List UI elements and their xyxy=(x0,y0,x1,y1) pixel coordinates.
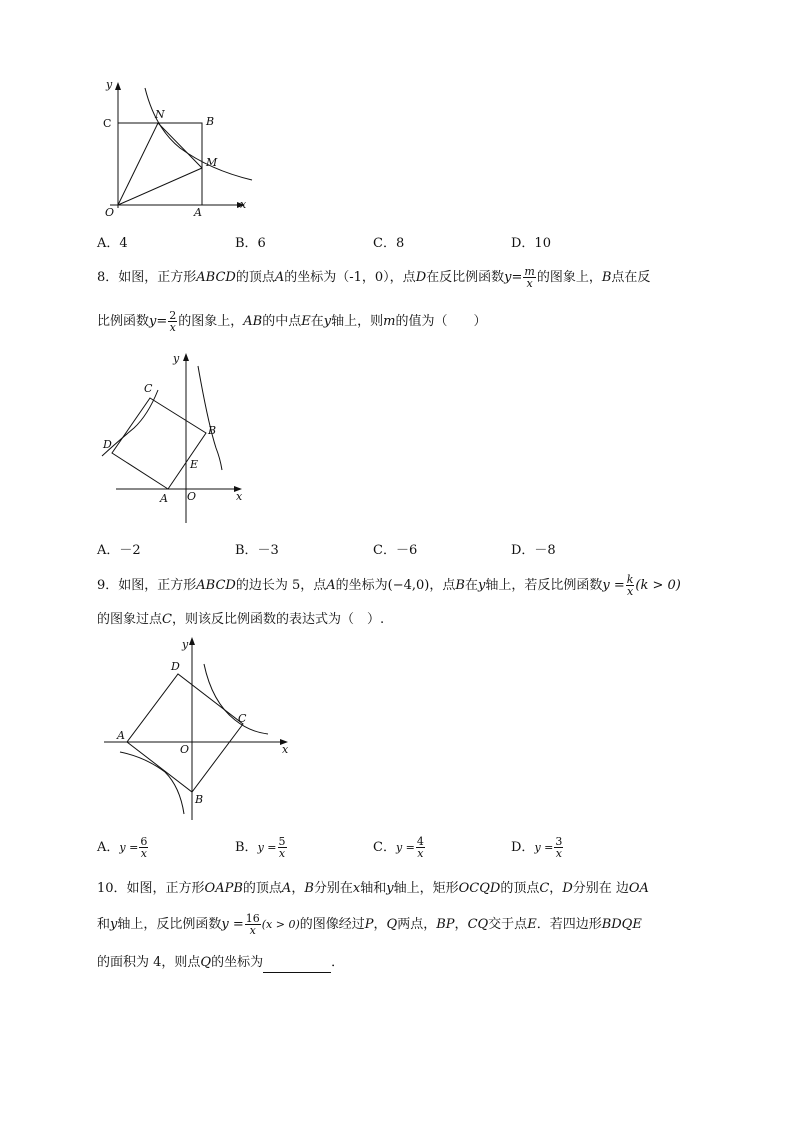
q10-text: 的顶点 xyxy=(500,881,540,896)
q9-text: ，点 xyxy=(429,578,456,593)
q10-text: BDQE xyxy=(601,917,642,932)
q9-option-label: A． xyxy=(97,840,120,855)
q10-text: 交于点 xyxy=(488,917,528,932)
q8-text: A xyxy=(274,270,285,285)
q10-text: y = xyxy=(221,917,244,932)
q8-text: 8．如图，正方形 xyxy=(97,270,197,285)
q9-option-fraction xyxy=(278,836,287,859)
q10-text: 的面积为 4，则点 xyxy=(97,955,201,970)
q9-label-D: D xyxy=(171,660,180,673)
q10-text: 分别在 边 xyxy=(572,881,629,896)
q10-text: 的顶点 xyxy=(242,881,282,896)
q8-label-O: O xyxy=(187,490,197,503)
q8-square xyxy=(112,398,206,489)
q8-line-1 xyxy=(97,266,650,289)
q7-label-A: A xyxy=(194,206,202,219)
q7-option-d[interactable]: D．10 xyxy=(511,236,551,251)
q8-text: y xyxy=(323,314,332,329)
q10-text: ， xyxy=(291,881,305,896)
q8-text: 的值为（ ） xyxy=(395,314,487,329)
q8-text: 的坐标为（-1，0），点 xyxy=(284,270,416,285)
q8-text: 在反比例函数 xyxy=(426,270,505,285)
q9-label-O: O xyxy=(180,743,190,756)
q9-condition: (k > 0) xyxy=(635,578,681,593)
q9-option-label: B． xyxy=(235,840,258,855)
q9-line-1 xyxy=(97,574,681,597)
q9-label-A: A xyxy=(117,729,125,742)
q9-option-lhs: y = xyxy=(119,841,139,854)
q7-label-C: C xyxy=(103,117,112,130)
q10-text: P xyxy=(364,917,374,932)
q8-label-B: B xyxy=(208,424,217,437)
q8-text: 的中点 xyxy=(262,314,302,329)
q8-text: 比例函数 xyxy=(97,314,150,329)
q9-option-d[interactable] xyxy=(511,836,564,859)
q8-frac-num: 2 xyxy=(169,309,177,322)
q9-fraction-k-over-x xyxy=(626,574,635,597)
q8-hyperbola-right xyxy=(198,366,222,470)
q9-text: 9．如图，正方形 xyxy=(97,578,197,593)
q9-option-num: 4 xyxy=(416,835,424,848)
q10-text: Q xyxy=(386,917,398,932)
q7-segment-ON xyxy=(118,123,158,205)
q10-text: 的图像经过 xyxy=(299,917,365,932)
q8-label-D: D xyxy=(103,438,112,451)
q10-text: 10．如图，正方形 xyxy=(97,881,205,896)
q9-option-den: x xyxy=(555,847,562,860)
q7-label-M: M xyxy=(206,156,218,169)
q10-answer-blank[interactable] xyxy=(263,958,331,973)
q9-option-den: x xyxy=(140,847,147,860)
q7-segment-NM xyxy=(158,123,202,168)
q9-hyperbola-q1 xyxy=(204,664,268,734)
q10-text: ． xyxy=(331,955,345,970)
q10-condition: (x > 0) xyxy=(261,918,300,931)
q9-option-a[interactable] xyxy=(97,836,149,859)
q9-figure xyxy=(100,632,300,822)
q10-text: 轴上，矩形 xyxy=(393,881,459,896)
q9-option-num: 3 xyxy=(555,835,563,848)
q8-text: 的图象上， xyxy=(536,270,602,285)
q8-label-E: E xyxy=(190,458,199,471)
q8-text: D xyxy=(415,270,427,285)
q10-line-1 xyxy=(97,879,649,899)
q9-text: C xyxy=(162,612,172,627)
q9-option-lhs: y = xyxy=(395,841,415,854)
q7-label-N: N xyxy=(155,108,165,121)
q9-option-num: 5 xyxy=(278,835,286,848)
q10-text: y xyxy=(110,917,118,932)
q9-label-B: B xyxy=(195,793,204,806)
q10-text: B xyxy=(304,881,314,896)
q9-option-fraction xyxy=(554,836,563,859)
q9-label-C: C xyxy=(238,712,247,725)
q10-line-2 xyxy=(97,913,642,936)
q8-text: 的顶点 xyxy=(235,270,275,285)
q10-fraction-16-over-x xyxy=(245,913,261,936)
q8-frac-den: x xyxy=(526,277,533,290)
q9-text: A xyxy=(326,578,336,593)
q8-fraction-2-over-x xyxy=(168,310,177,333)
q9-y-arrow xyxy=(189,637,195,645)
q10-text: Q xyxy=(200,955,212,970)
q9-option-lhs: y = xyxy=(534,841,554,854)
q8-figure xyxy=(98,348,258,528)
q8-text: 点在反 xyxy=(611,270,651,285)
q8-y-arrow xyxy=(183,353,189,361)
q10-text: 两点， xyxy=(397,917,437,932)
q10-text: OCQD xyxy=(458,881,501,896)
q7-rectangle xyxy=(118,123,202,205)
q10-frac-num: 16 xyxy=(245,912,260,925)
q9-option-fraction xyxy=(416,836,425,859)
q10-text: CQ xyxy=(467,917,489,932)
q8-option-d[interactable]: D．－8 xyxy=(511,543,556,558)
q9-text: 的坐标为 xyxy=(335,578,388,593)
q10-text: x xyxy=(352,881,361,896)
q8-option-c[interactable]: C．－6 xyxy=(373,543,418,558)
q7-option-a[interactable]: A．4 xyxy=(97,236,128,251)
q9-frac-den: x xyxy=(626,585,634,598)
q9-label-y: y xyxy=(182,638,189,651)
q8-label-C: C xyxy=(144,382,153,395)
q9-option-b[interactable] xyxy=(235,836,288,859)
q10-text: ．若四边形 xyxy=(536,917,602,932)
q8-text: ABCD xyxy=(196,270,236,285)
q8-frac-num: m xyxy=(524,265,535,278)
q9-line-2 xyxy=(97,610,384,630)
q9-text: ，则该反比例函数的表达式为（ ）. xyxy=(171,612,385,627)
q8-text: B xyxy=(601,270,612,285)
q7-option-c[interactable]: C．8 xyxy=(373,236,405,251)
q10-text: 分别在 xyxy=(313,881,353,896)
q7-hyperbola xyxy=(145,88,252,180)
q9-option-label: D． xyxy=(511,840,535,855)
q8-text: AB xyxy=(243,314,263,329)
q9-text: y xyxy=(477,578,486,593)
q9-text: 在 xyxy=(464,578,478,593)
q9-option-den: x xyxy=(417,847,424,860)
q8-line-2 xyxy=(97,310,486,333)
q10-line-3 xyxy=(97,953,344,973)
q9-text: y = xyxy=(602,578,625,593)
q9-square xyxy=(127,674,243,792)
q10-text: OA xyxy=(628,881,649,896)
q7-figure xyxy=(100,78,260,228)
q8-option-b[interactable]: B．－3 xyxy=(235,543,279,558)
q9-option-lhs: y = xyxy=(257,841,277,854)
q9-option-den: x xyxy=(278,847,286,860)
q9-text: B xyxy=(455,578,465,593)
q10-text: 轴上，反比例函数 xyxy=(117,917,222,932)
q7-label-x: x xyxy=(240,198,247,211)
q7-label-y: y xyxy=(106,78,113,91)
q10-text: A xyxy=(281,881,292,896)
q9-option-fraction xyxy=(139,836,148,859)
q10-text: D xyxy=(562,881,573,896)
q7-label-O: O xyxy=(105,206,115,219)
q8-text: y= xyxy=(149,314,168,329)
q10-text: E xyxy=(527,917,537,932)
q9-label-x: x xyxy=(282,743,289,756)
q10-text: ， xyxy=(454,917,468,932)
q8-text: 在 xyxy=(310,314,324,329)
q10-text: ， xyxy=(549,881,563,896)
q10-text: 的坐标为 xyxy=(211,955,264,970)
q8-label-y: y xyxy=(173,352,180,365)
q9-text: ABCD xyxy=(196,578,236,593)
q8-text: 的图象上， xyxy=(178,314,244,329)
q8-label-A: A xyxy=(160,492,168,505)
q8-option-a[interactable]: A．－2 xyxy=(97,543,141,558)
q10-text: 和 xyxy=(97,917,111,932)
q9-coordinate: (−4,0) xyxy=(387,578,430,593)
q8-frac-den: x xyxy=(169,321,176,334)
q8-label-x: x xyxy=(236,490,243,503)
q9-option-label: C． xyxy=(373,840,396,855)
q9-option-num: 6 xyxy=(140,835,148,848)
q8-text: y= xyxy=(504,270,523,285)
q9-text: 轴上，若反比例函数 xyxy=(485,578,603,593)
q10-text: ， xyxy=(373,917,387,932)
q8-text: m xyxy=(383,314,396,329)
q7-option-b[interactable]: B．6 xyxy=(235,236,266,251)
q9-text: 的图象过点 xyxy=(97,612,163,627)
q10-text: y xyxy=(386,881,394,896)
q7-label-B: B xyxy=(206,115,215,128)
q10-text: 轴和 xyxy=(360,881,387,896)
q8-text: E xyxy=(301,314,311,329)
q10-text: BP xyxy=(436,917,455,932)
q9-text: 的边长为 5，点 xyxy=(235,578,327,593)
q8-fraction-m-over-x xyxy=(523,266,535,289)
q10-frac-den: x xyxy=(249,924,256,937)
q7-segment-OM xyxy=(118,168,202,205)
q10-text: OAPB xyxy=(204,881,243,896)
q10-text: C xyxy=(539,881,550,896)
q9-frac-num: k xyxy=(626,573,634,586)
q9-option-c[interactable] xyxy=(373,836,426,859)
q8-text: 轴上，则 xyxy=(331,314,384,329)
q7-y-arrow xyxy=(115,82,121,90)
